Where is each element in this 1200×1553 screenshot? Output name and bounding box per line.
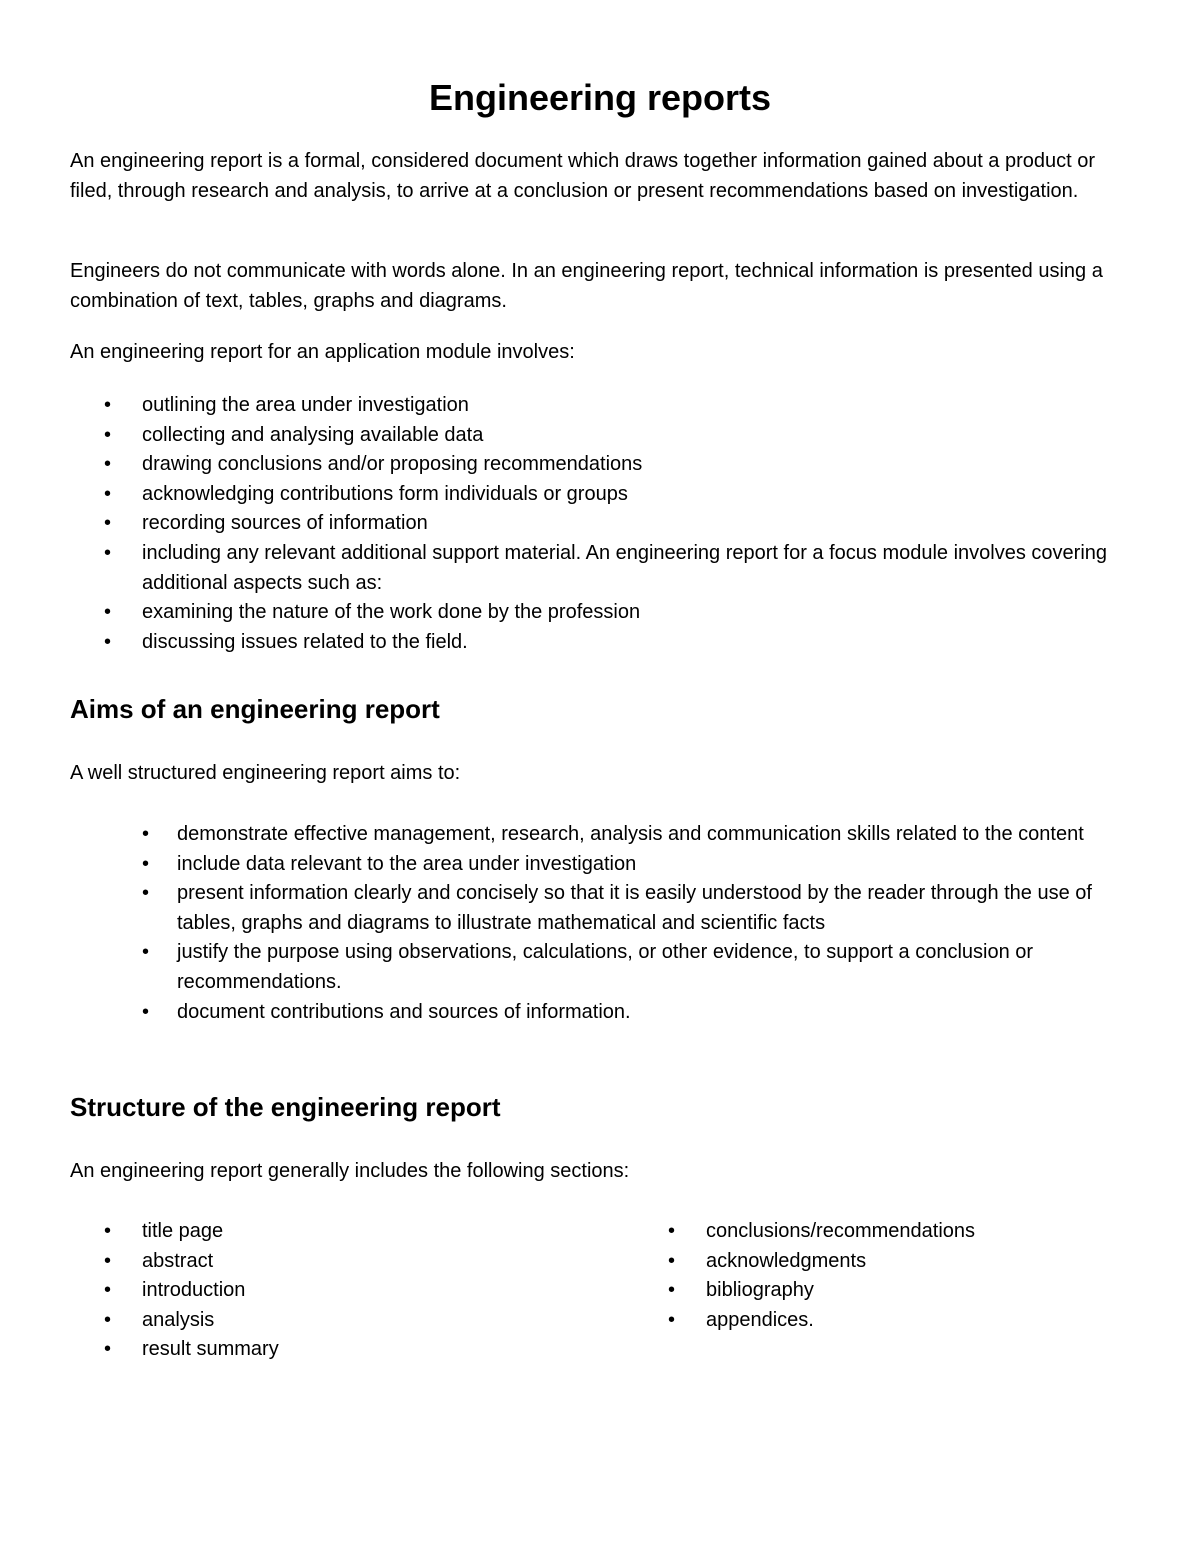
aims-heading: Aims of an engineering report bbox=[70, 694, 440, 724]
list-item-text: appendices. bbox=[706, 1308, 814, 1331]
list-item bbox=[104, 509, 1132, 539]
list-item bbox=[104, 1335, 622, 1365]
list-item-text: result summary bbox=[142, 1338, 279, 1361]
bullet-icon: • bbox=[142, 941, 150, 964]
bullet-icon: • bbox=[668, 1308, 676, 1331]
list-item-text: discussing issues related to the field. bbox=[142, 630, 468, 653]
list-item bbox=[142, 820, 1127, 850]
bullet-icon: • bbox=[668, 1279, 676, 1302]
list-item bbox=[668, 1247, 1146, 1277]
list-item bbox=[104, 1306, 622, 1336]
structure-intro: An engineering report generally includes the following sections: bbox=[70, 1160, 630, 1182]
sections-list-right bbox=[668, 1217, 1146, 1335]
list-item-text: demonstrate effective management, research, analysis and communication skills related to the content bbox=[177, 823, 1084, 845]
list-item-text: conclusions/recommendations bbox=[706, 1220, 976, 1242]
list-item-text: document contributions and sources of information. bbox=[177, 1000, 631, 1023]
structure-heading: Structure of the engineering report bbox=[70, 1092, 501, 1122]
document-title: Engineering reports bbox=[428, 77, 772, 118]
list-item bbox=[104, 1247, 622, 1277]
bullet-icon: • bbox=[142, 852, 150, 875]
list-item-text: title page bbox=[142, 1220, 224, 1242]
list-item bbox=[104, 1276, 622, 1306]
list-item-text: abstract bbox=[142, 1249, 214, 1272]
bullet-icon: • bbox=[104, 1220, 112, 1242]
list-item bbox=[142, 998, 1127, 1028]
list-item bbox=[668, 1276, 1146, 1306]
list-item bbox=[104, 450, 1132, 480]
list-item bbox=[668, 1217, 1146, 1247]
bullet-icon: • bbox=[142, 882, 150, 905]
bullet-icon: • bbox=[104, 1338, 112, 1361]
bullet-icon: • bbox=[104, 512, 112, 535]
list-item-text: recording sources of information bbox=[142, 512, 428, 535]
list-item-text: acknowledging contributions form individuals or groups bbox=[142, 482, 628, 505]
list-item bbox=[104, 421, 1132, 451]
bullet-icon: • bbox=[104, 1279, 112, 1302]
intro-paragraph-2: Engineers do not communicate with words alone. In an engineering report, technical information is presented using a combination of text, tables, graphs and diagrams. bbox=[70, 260, 1103, 312]
list-item-text: including any relevant additional support material. An engineering report for a focus module involves covering additional aspects such as: bbox=[142, 541, 1108, 594]
list-item bbox=[104, 539, 1132, 598]
list-item-text: analysis bbox=[142, 1308, 215, 1331]
list-item-text: include data relevant to the area under investigation bbox=[177, 852, 637, 875]
list-item-text: justify the purpose using observations, calculations, or other evidence, to support a conclusion or recommendations. bbox=[177, 941, 1034, 993]
bullet-icon: • bbox=[668, 1249, 676, 1272]
list-item bbox=[104, 628, 1132, 658]
list-item bbox=[104, 480, 1132, 510]
list-item bbox=[142, 938, 1127, 997]
bullet-icon: • bbox=[104, 453, 112, 476]
list-item-text: bibliography bbox=[706, 1279, 814, 1302]
list-item bbox=[668, 1306, 1146, 1336]
bullet-icon: • bbox=[104, 1249, 112, 1272]
aims-list bbox=[142, 820, 1127, 1027]
intro-paragraph-1: An engineering report is a formal, considered document which draws together information gained about a product or filed, through research and analysis, to arrive at a conclusion or present recommendations based on investigation. bbox=[70, 150, 1096, 202]
list-item-text: collecting and analysing available data bbox=[142, 423, 484, 446]
bullet-icon: • bbox=[142, 1000, 150, 1023]
list-item-text: acknowledgments bbox=[706, 1249, 867, 1272]
bullet-icon: • bbox=[668, 1220, 676, 1242]
bullet-icon: • bbox=[104, 423, 112, 446]
bullet-icon: • bbox=[142, 823, 150, 845]
list-item bbox=[142, 850, 1127, 880]
bullet-icon: • bbox=[104, 541, 112, 564]
bullet-icon: • bbox=[104, 1308, 112, 1331]
list-item-text: outlining the area under investigation bbox=[142, 394, 469, 416]
bullet-icon: • bbox=[104, 394, 112, 416]
list-item-text: drawing conclusions and/or proposing recommendations bbox=[142, 453, 643, 476]
bullet-icon: • bbox=[104, 630, 112, 653]
bullet-icon: • bbox=[104, 482, 112, 505]
involves-list bbox=[104, 391, 1132, 657]
list-item-text: present information clearly and concisely so that it is easily understood by the reader through the use of tables, graphs and diagrams to illustrate mathematical and scientific facts bbox=[177, 882, 1092, 934]
intro-paragraph-3: An engineering report for an application module involves: bbox=[70, 341, 575, 363]
list-item-text: introduction bbox=[142, 1279, 246, 1302]
list-item bbox=[104, 1217, 622, 1247]
sections-list-left bbox=[104, 1217, 622, 1365]
list-item-text: examining the nature of the work done by the profession bbox=[142, 601, 641, 624]
list-item bbox=[142, 879, 1127, 938]
list-item bbox=[104, 391, 1132, 421]
list-item bbox=[104, 598, 1132, 628]
aims-intro: A well structured engineering report aims to: bbox=[70, 762, 461, 784]
bullet-icon: • bbox=[104, 601, 112, 624]
